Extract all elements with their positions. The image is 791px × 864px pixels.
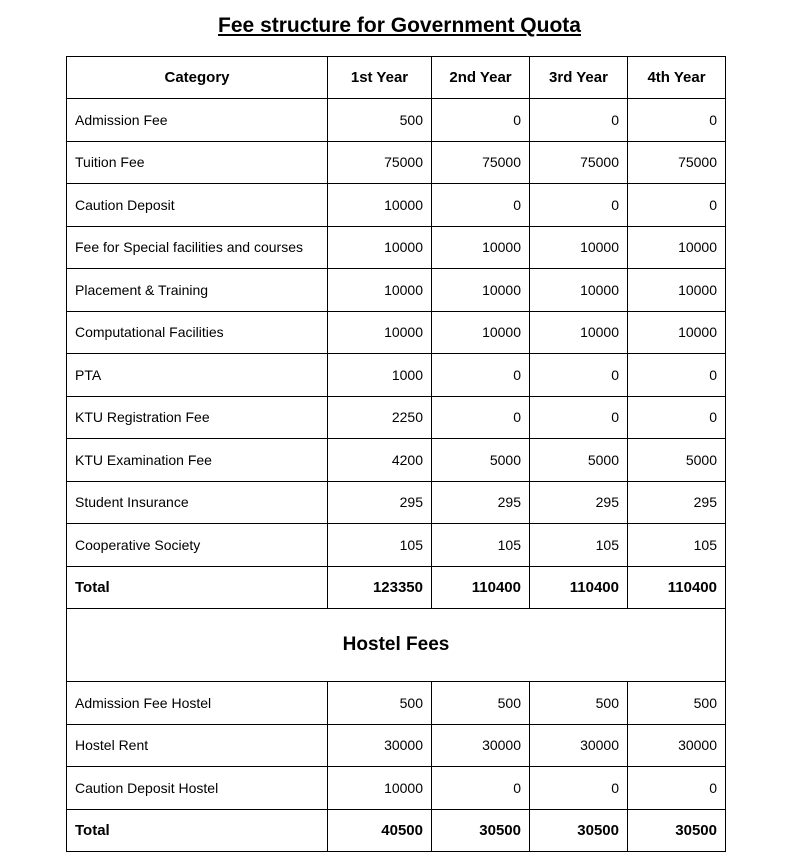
cell-year-2: 0 xyxy=(432,99,530,142)
cell-year-1: 10000 xyxy=(328,184,432,227)
cell-year-2: 110400 xyxy=(432,566,530,609)
cell-year-2: 295 xyxy=(432,481,530,524)
table-row xyxy=(67,184,726,227)
cell-year-3: 0 xyxy=(530,396,628,439)
total-row xyxy=(67,809,726,852)
page-title: Fee structure for Government Quota xyxy=(218,14,581,37)
row-label: Placement & Training xyxy=(67,269,328,312)
row-label: Hostel Rent xyxy=(67,724,328,767)
header-year-1: 1st Year xyxy=(328,57,432,99)
cell-year-4: 0 xyxy=(628,767,726,810)
table-row xyxy=(67,354,726,397)
row-label: KTU Registration Fee xyxy=(67,396,328,439)
cell-year-3: 500 xyxy=(530,682,628,725)
cell-year-2: 0 xyxy=(432,396,530,439)
cell-year-1: 10000 xyxy=(328,269,432,312)
hostel-fees-heading: Hostel Fees xyxy=(67,609,726,682)
table-row xyxy=(67,396,726,439)
table-row xyxy=(67,524,726,567)
header-year-4: 4th Year xyxy=(628,57,726,99)
cell-year-3: 30500 xyxy=(530,809,628,852)
cell-year-2: 0 xyxy=(432,767,530,810)
cell-year-2: 500 xyxy=(432,682,530,725)
cell-year-4: 30500 xyxy=(628,809,726,852)
cell-year-1: 75000 xyxy=(328,141,432,184)
cell-year-1: 40500 xyxy=(328,809,432,852)
cell-year-3: 5000 xyxy=(530,439,628,482)
cell-year-1: 105 xyxy=(328,524,432,567)
table-row xyxy=(67,481,726,524)
table-row xyxy=(67,99,726,142)
section-row xyxy=(67,609,726,682)
row-label: Fee for Special facilities and courses xyxy=(67,226,328,269)
cell-year-4: 30000 xyxy=(628,724,726,767)
cell-year-3: 0 xyxy=(530,767,628,810)
row-label: Student Insurance xyxy=(67,481,328,524)
cell-year-4: 0 xyxy=(628,396,726,439)
cell-year-3: 110400 xyxy=(530,566,628,609)
table-row xyxy=(67,269,726,312)
header-row xyxy=(67,57,726,99)
cell-year-4: 110400 xyxy=(628,566,726,609)
cell-year-1: 30000 xyxy=(328,724,432,767)
cell-year-1: 10000 xyxy=(328,311,432,354)
table-row xyxy=(67,682,726,725)
cell-year-3: 0 xyxy=(530,354,628,397)
row-label: Admission Fee Hostel xyxy=(67,682,328,725)
cell-year-4: 295 xyxy=(628,481,726,524)
cell-year-4: 10000 xyxy=(628,269,726,312)
cell-year-1: 2250 xyxy=(328,396,432,439)
row-label: Admission Fee xyxy=(67,99,328,142)
cell-year-1: 10000 xyxy=(328,767,432,810)
cell-year-4: 10000 xyxy=(628,226,726,269)
cell-year-4: 0 xyxy=(628,354,726,397)
cell-year-3: 10000 xyxy=(530,269,628,312)
row-label: PTA xyxy=(67,354,328,397)
cell-year-1: 1000 xyxy=(328,354,432,397)
cell-year-3: 10000 xyxy=(530,226,628,269)
header-year-3: 3rd Year xyxy=(530,57,628,99)
cell-year-1: 500 xyxy=(328,682,432,725)
cell-year-1: 4200 xyxy=(328,439,432,482)
cell-year-1: 500 xyxy=(328,99,432,142)
cell-year-1: 123350 xyxy=(328,566,432,609)
cell-year-3: 0 xyxy=(530,99,628,142)
cell-year-2: 10000 xyxy=(432,311,530,354)
table-row xyxy=(67,226,726,269)
cell-year-2: 0 xyxy=(432,354,530,397)
header-year-2: 2nd Year xyxy=(432,57,530,99)
row-label: Caution Deposit xyxy=(67,184,328,227)
fee-table xyxy=(66,56,726,852)
cell-year-1: 295 xyxy=(328,481,432,524)
cell-year-1: 10000 xyxy=(328,226,432,269)
cell-year-3: 0 xyxy=(530,184,628,227)
row-label: Total xyxy=(67,566,328,609)
cell-year-3: 75000 xyxy=(530,141,628,184)
cell-year-3: 30000 xyxy=(530,724,628,767)
cell-year-3: 295 xyxy=(530,481,628,524)
cell-year-4: 10000 xyxy=(628,311,726,354)
row-label: KTU Examination Fee xyxy=(67,439,328,482)
cell-year-4: 500 xyxy=(628,682,726,725)
cell-year-2: 5000 xyxy=(432,439,530,482)
total-row xyxy=(67,566,726,609)
cell-year-2: 105 xyxy=(432,524,530,567)
header-category: Category xyxy=(67,57,328,99)
cell-year-4: 75000 xyxy=(628,141,726,184)
cell-year-2: 30000 xyxy=(432,724,530,767)
cell-year-2: 75000 xyxy=(432,141,530,184)
cell-year-2: 0 xyxy=(432,184,530,227)
cell-year-2: 30500 xyxy=(432,809,530,852)
row-label: Total xyxy=(67,809,328,852)
cell-year-4: 105 xyxy=(628,524,726,567)
row-label: Cooperative Society xyxy=(67,524,328,567)
table-row xyxy=(67,311,726,354)
row-label: Caution Deposit Hostel xyxy=(67,767,328,810)
cell-year-2: 10000 xyxy=(432,269,530,312)
row-label: Tuition Fee xyxy=(67,141,328,184)
cell-year-4: 5000 xyxy=(628,439,726,482)
table-row xyxy=(67,767,726,810)
cell-year-4: 0 xyxy=(628,99,726,142)
cell-year-4: 0 xyxy=(628,184,726,227)
table-row xyxy=(67,439,726,482)
table-row xyxy=(67,724,726,767)
cell-year-3: 10000 xyxy=(530,311,628,354)
cell-year-2: 10000 xyxy=(432,226,530,269)
row-label: Computational Facilities xyxy=(67,311,328,354)
table-row xyxy=(67,141,726,184)
cell-year-3: 105 xyxy=(530,524,628,567)
